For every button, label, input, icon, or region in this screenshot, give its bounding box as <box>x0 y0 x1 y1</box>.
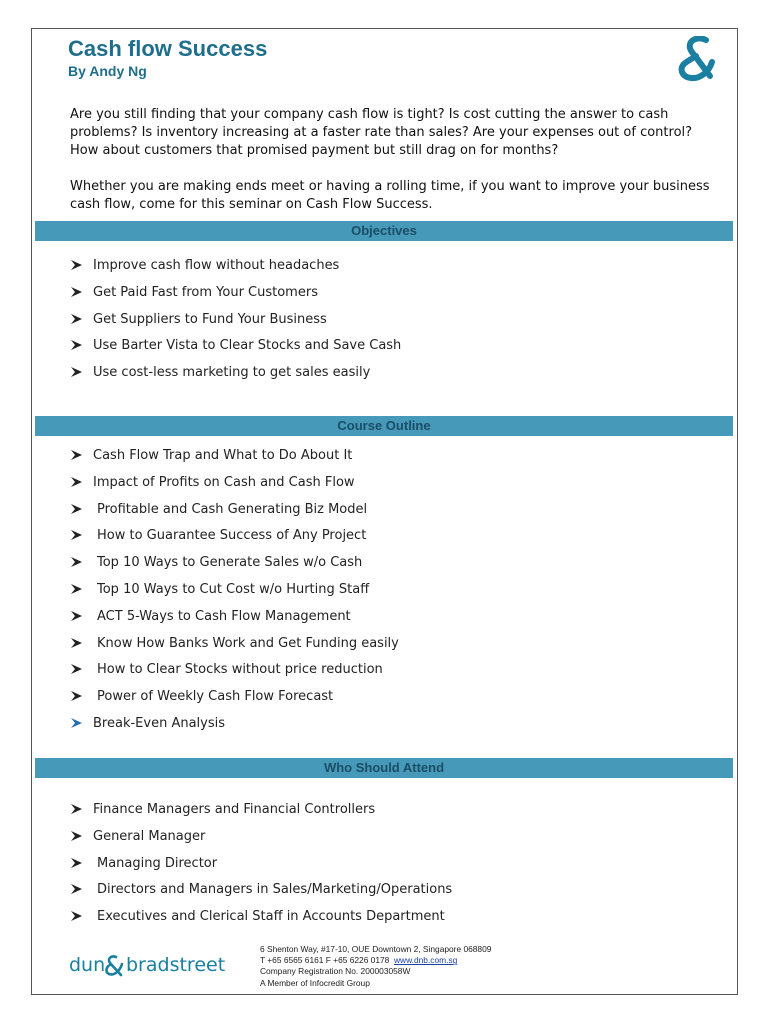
attendee-text: Executives and Clerical Staff in Accounts Department <box>97 909 445 925</box>
footer-contact <box>260 955 491 966</box>
outline-text: How to Clear Stocks without price reduction <box>97 662 383 678</box>
arrow-bullet-icon <box>70 883 83 895</box>
footer-member: A Member of Infocredit Group <box>260 977 370 988</box>
objective-text: Improve cash flow without headaches <box>93 258 340 273</box>
objective-text: Use Barter Vista to Clear Stocks and Save Cash <box>93 338 402 354</box>
arrow-bullet-icon <box>70 803 83 815</box>
outline-text: Profitable and Cash Generating Biz Model <box>97 501 368 517</box>
course-outline-heading: Course Outline <box>35 416 733 436</box>
arrow-bullet-icon <box>70 857 83 869</box>
dun-bradstreet-logo <box>69 951 229 979</box>
intro-paragraph-1: Are you still finding that your company cash flow is tight? Is cost cutting the answer to cash problems? Is inventory increasing at a faster rate than sales? Are your expenses out of control? How about customers that promised payment but still drag on for months? <box>70 107 693 158</box>
author-byline: By Andy Ng <box>68 63 147 79</box>
arrow-bullet-icon <box>70 313 83 325</box>
objective-text: Use cost-less marketing to get sales easily <box>93 365 371 381</box>
arrow-bullet-icon <box>70 366 83 378</box>
arrow-bullet-icon <box>70 503 83 515</box>
arrow-bullet-icon <box>70 830 83 842</box>
arrow-bullet-icon <box>70 690 83 702</box>
footer-address-block <box>260 944 491 989</box>
arrow-bullet-icon <box>70 259 83 271</box>
svg-text:dun: dun <box>69 954 106 976</box>
attendee-text: Directors and Managers in Sales/Marketing/Operations <box>97 882 453 898</box>
outline-text: Know How Banks Work and Get Funding easily <box>97 635 399 651</box>
outline-text: How to Guarantee Success of Any Project <box>97 528 367 544</box>
outline-text: Cash Flow Trap and What to Do About It <box>93 448 353 463</box>
attendee-text: Managing Director <box>97 855 218 871</box>
outline-text: Top 10 Ways to Generate Sales w/o Cash <box>97 555 363 571</box>
arrow-bullet-icon <box>70 910 83 922</box>
footer-registration: Company Registration No. 200003058W <box>260 966 411 977</box>
attendee-text: General Manager <box>93 828 206 844</box>
footer-phone: T +65 6565 6161 F +65 6226 0178 <box>260 955 390 966</box>
objective-text: Get Suppliers to Fund Your Business <box>93 311 327 327</box>
objectives-heading: Objectives <box>35 221 733 241</box>
arrow-bullet-icon <box>70 637 83 649</box>
footer-address: 6 Shenton Way, #17-10, OUE Downtown 2, Singapore 068809 <box>260 944 492 954</box>
outline-text: Power of Weekly Cash Flow Forecast <box>97 689 334 705</box>
arrow-bullet-icon <box>70 339 83 351</box>
ampersand-logo-icon <box>676 36 720 82</box>
who-should-attend-heading: Who Should Attend <box>35 758 733 778</box>
arrow-bullet-icon <box>70 449 83 461</box>
attendee-text: Finance Managers and Financial Controllers <box>93 802 376 817</box>
arrow-bullet-icon <box>70 663 83 675</box>
outline-text: ACT 5-Ways to Cash Flow Management <box>97 608 351 624</box>
document-title: Cash flow Success <box>68 36 268 61</box>
objective-text: Get Paid Fast from Your Customers <box>93 284 318 300</box>
outline-text: Top 10 Ways to Cut Cost w/o Hurting Staff <box>97 581 370 597</box>
arrow-bullet-icon <box>70 583 83 595</box>
website-link[interactable]: www.dnb.com.sg <box>393 955 458 966</box>
outline-text: Impact of Profits on Cash and Cash Flow <box>93 474 355 490</box>
svg-text:bradstreet: bradstreet <box>126 954 226 976</box>
arrow-bullet-icon <box>70 610 83 622</box>
arrow-bullet-icon <box>70 556 83 568</box>
arrow-bullet-icon <box>70 286 83 298</box>
outline-text: Break-Even Analysis <box>93 715 225 731</box>
arrow-bullet-icon <box>70 717 83 729</box>
intro-paragraph-2: Whether you are making ends meet or having a rolling time, if you want to improve your business cash flow, come for this seminar on Cash Flow Success. <box>70 179 710 212</box>
arrow-bullet-icon <box>70 476 83 488</box>
arrow-bullet-icon <box>70 529 83 541</box>
